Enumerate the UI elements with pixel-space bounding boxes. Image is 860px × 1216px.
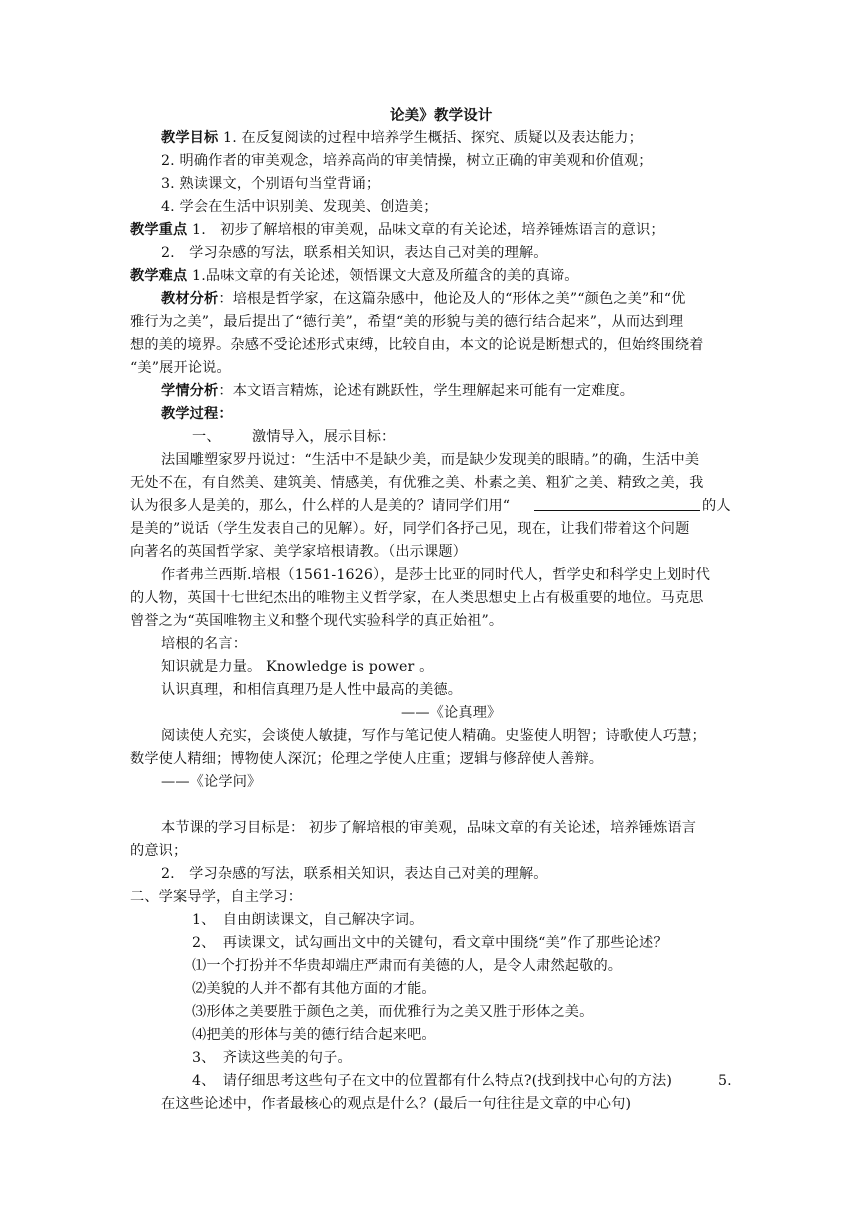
- quotes-label: 培根的名言：: [161, 636, 248, 652]
- material-analysis-line: 雅行为之美”，最后提出了“德行美”，希望“美的形貌与美的德行结合起来”，从而达到理: [130, 314, 684, 330]
- quote-truth-source: ——《论真理》: [401, 705, 502, 721]
- key-sentence-item: ⑴一个打扮并不华贵却端庄严肃而有美德的人，是令人肃然起敬的。: [192, 958, 623, 974]
- material-analysis-line-1: 教材分析：培根是哲学家，在这篇杂感中，他论及人的“形体之美”“颜色之美”和“优: [161, 291, 686, 307]
- section-1-heading: 激情导入，展示目标：: [252, 429, 396, 445]
- fill-in-blank-line: [534, 496, 700, 511]
- teaching-goals-line-1: [161, 127, 643, 149]
- study-step: 3、 齐读这些美的句子。: [192, 1050, 352, 1066]
- key-points-line-1: [130, 219, 665, 241]
- lesson-objectives-line: 的意识；: [130, 843, 188, 859]
- study-step-number: 5.: [718, 1073, 732, 1089]
- section-1-number: 一、: [192, 429, 221, 445]
- intro-paragraph-line: 向著名的英国哲学家、美学家培根请教。（出示课题）: [130, 544, 468, 560]
- quote-studies-line: 阅读使人充实，会谈使人敏捷，写作与笔记使人精确。史鉴使人明智；诗歌使人巧慧；: [161, 728, 706, 744]
- key-points-label: 教学重点: [130, 222, 188, 238]
- author-paragraph-line: 曾誉之为“英国唯物主义和整个现代实验科学的真正始祖”。: [130, 613, 504, 629]
- section-2-heading: 二、学案导学，自主学习：: [130, 889, 303, 905]
- key-point-item: 1. 初步了解培根的审美观，品味文章的有关论述，培养锤炼语言的意识；: [192, 222, 665, 238]
- intro-paragraph-line: 无处不在，有自然美、建筑美、情感美，有优雅之美、朴素之美、粗犷之美、精致之美，我: [130, 475, 704, 491]
- lesson-objectives-line: 本节课的学习目标是： 初步了解培根的审美观，品味文章的有关论述，培养锤炼语言: [161, 820, 697, 836]
- author-paragraph-line: 作者弗兰西斯.培根（1561-1626），是莎士比亚的同时代人，哲学史和科学史上划时代: [161, 567, 711, 583]
- material-analysis-label: 教材分析: [161, 291, 219, 307]
- teaching-goals-label: 教学目标: [161, 130, 219, 146]
- material-analysis-line: “美”展开论说。: [130, 360, 231, 376]
- goal-item: 3. 熟读课文，个别语句当堂背诵；: [161, 176, 381, 192]
- difficulty-label: 教学难点: [130, 268, 188, 284]
- difficulty-line: [130, 265, 579, 287]
- goal-item: 1. 在反复阅读的过程中培养学生概括、探究、质疑以及表达能力；: [223, 130, 643, 146]
- key-sentence-item: ⑶形体之美要胜于颜色之美，而优雅行为之美又胜于形体之美。: [192, 1004, 594, 1020]
- intro-paragraph-line: 法国雕塑家罗丹说过：“生活中不是缺少美，而是缺少发现美的眼睛。”的确，生活中美: [161, 452, 700, 468]
- study-step: 1、 自由朗读课文，自己解决字词。: [192, 912, 424, 928]
- study-step: 在这些论述中，作者最核心的观点是什么？(最后一句往往是文章的中心句): [161, 1096, 632, 1112]
- student-analysis-line: 学情分析：本文语言精炼，论述有跳跃性，学生理解起来可能有一定难度。: [161, 383, 635, 399]
- key-sentence-item: ⑷把美的形体与美的德行结合起来吧。: [192, 1027, 436, 1043]
- difficulty-text: 1.品味文章的有关论述，领悟课文大意及所蕴含的美的真谛。: [192, 268, 579, 284]
- goal-item: 2. 明确作者的审美观念，培养高尚的审美情操，树立正确的审美观和价值观；: [161, 153, 653, 169]
- quote-knowledge: 知识就是力量。 Knowledge is power 。: [161, 659, 434, 675]
- material-analysis-line: 想的美的境界。杂感不受论述形式束缚，比较自由，本文的论说是断想式的，但始终围绕着: [130, 337, 704, 353]
- intro-paragraph-line: 是美的”说话（学生发表自己的见解）。好，同学们各抒己见，现在，让我们带着这个问题: [130, 521, 690, 537]
- intro-paragraph-fragment: 的人: [702, 498, 731, 514]
- lesson-objectives-line: 2. 学习杂感的写法，联系相关知识，表达自己对美的理解。: [161, 866, 548, 882]
- document-title: 论美》教学设计: [390, 107, 493, 124]
- student-analysis-label: 学情分析: [161, 383, 219, 399]
- author-paragraph-line: 的人物，英国十七世纪杰出的唯物主义哲学家，在人类思想史上占有极重要的地位。马克思: [130, 590, 704, 606]
- study-step: 4、 请仔细思考这些句子在文中的位置都有什么特点?(找到找中心句的方法): [192, 1073, 673, 1089]
- study-step: 2、 再读课文，试勾画出文中的关键句，看文章中围绕“美”作了那些论述？: [192, 935, 668, 951]
- intro-paragraph-line: 认为很多人是美的，那么，什么样的人是美的？请同学们用“: [130, 498, 511, 514]
- quote-truth: 认识真理，和相信真理乃是人性中最高的美德。: [161, 682, 463, 698]
- teaching-process-label: 教学过程：: [161, 406, 233, 422]
- quote-studies-source: ——《论学问》: [161, 774, 262, 790]
- quote-studies-line: 数学使人精细；博物使人深沉；伦理之学使人庄重；逻辑与修辞使人善辩。: [130, 751, 604, 767]
- goal-item: 4. 学会在生活中识别美、发现美、创造美；: [161, 199, 438, 215]
- key-point-item: 2. 学习杂感的写法，联系相关知识，表达自己对美的理解。: [161, 245, 548, 261]
- key-sentence-item: ⑵美貌的人并不都有其他方面的才能。: [192, 981, 436, 997]
